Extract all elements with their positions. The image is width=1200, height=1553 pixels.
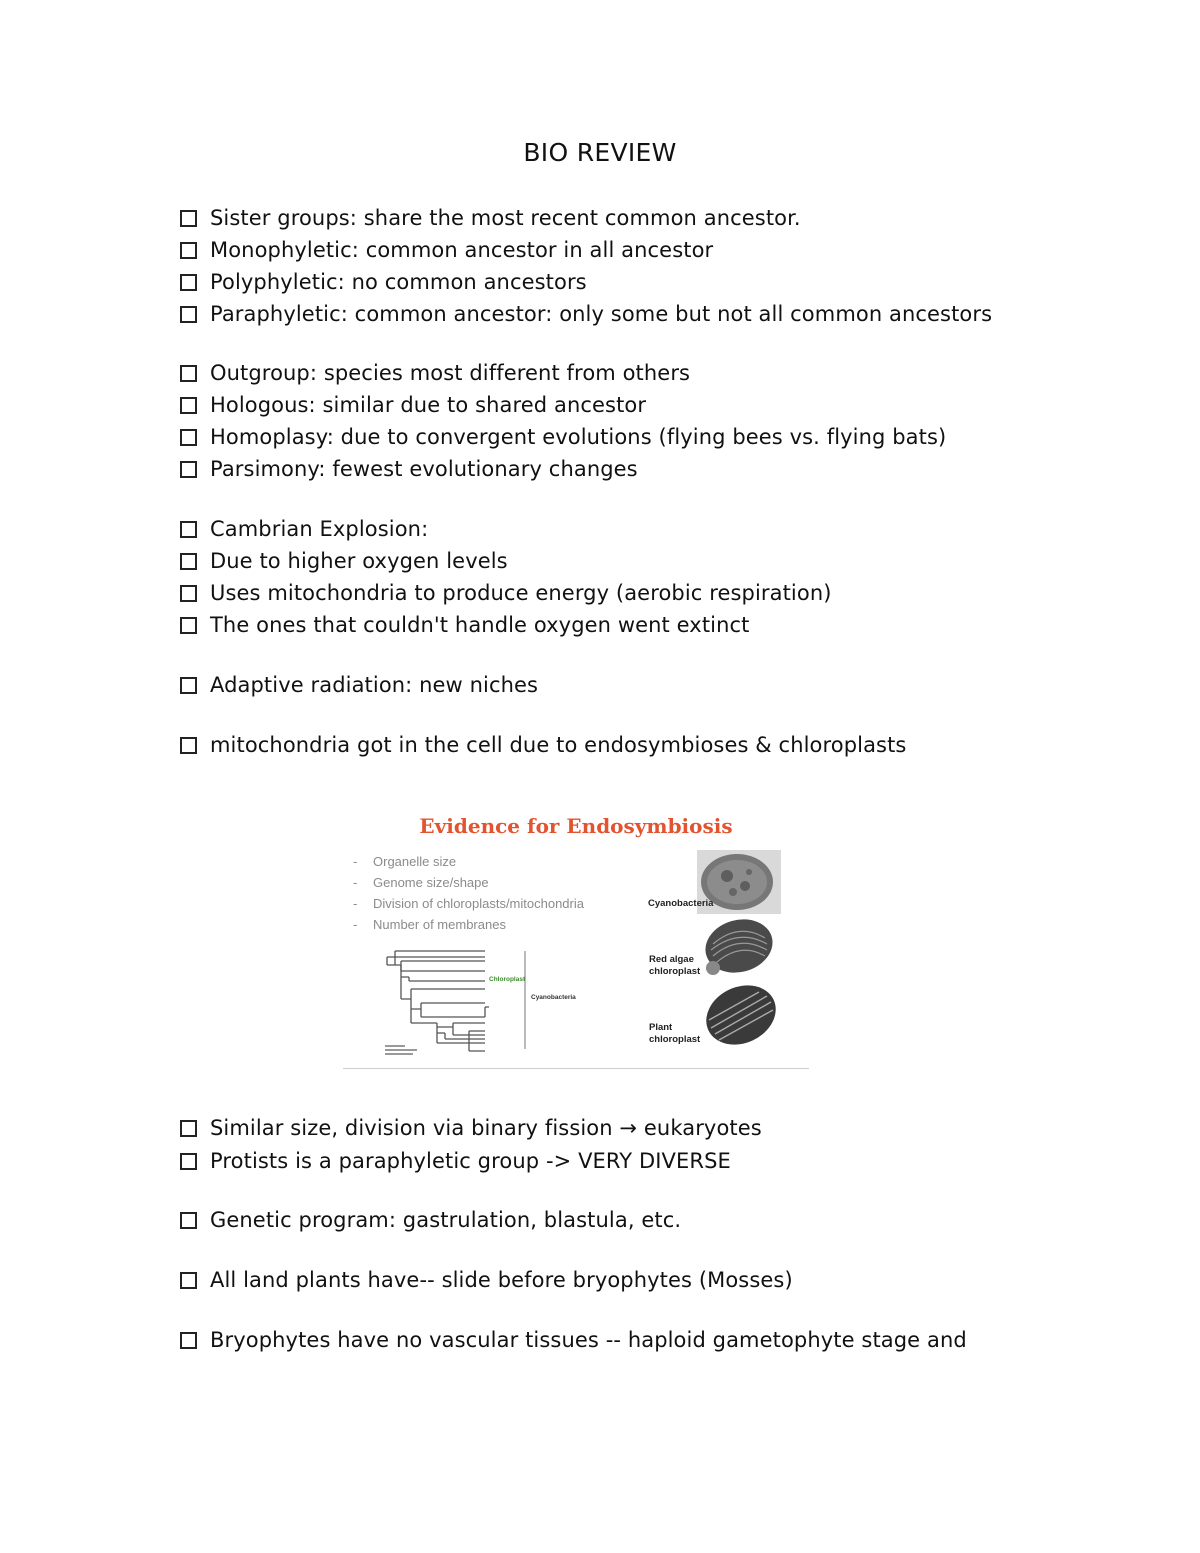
item-text: Uses mitochondria to produce energy (aerobic respiration) — [210, 581, 832, 605]
list-item — [180, 390, 646, 420]
slide-title: Evidence for Endosymbiosis — [419, 814, 733, 838]
red-algae-label — [649, 954, 700, 978]
item-text: Genetic program: gastrulation, blastula, etc. — [210, 1208, 682, 1232]
red-algae-label-line2: chloroplast — [649, 966, 701, 977]
list-item — [180, 610, 750, 640]
item-text: Paraphyletic: common ancestor: only some but not all common ancestors — [210, 302, 993, 326]
item-text: Adaptive radiation: new niches — [210, 673, 539, 697]
list-item — [180, 514, 428, 544]
list-item — [180, 358, 690, 388]
item-text: All land plants have-- slide before bryophytes (Mosses) — [210, 1268, 793, 1292]
list-item — [180, 730, 906, 760]
checkbox[interactable] — [180, 1332, 197, 1349]
list-item — [180, 1113, 762, 1143]
item-text: The ones that couldn't handle oxygen went extinct — [210, 613, 750, 637]
item-text: Outgroup: species most different from others — [210, 361, 691, 385]
item-text: Polyphyletic: no common ancestors — [210, 270, 587, 294]
list-item — [180, 422, 946, 452]
checkbox[interactable] — [180, 461, 197, 478]
slide-bullet-text: Genome size/shape — [373, 875, 489, 890]
list-item — [180, 1205, 681, 1235]
item-text: Similar size, division via binary fission → eukaryotes — [210, 1116, 762, 1140]
slide-bullet-list — [353, 854, 584, 938]
checkbox[interactable] — [180, 306, 197, 323]
endosymbiosis-slide-image — [343, 792, 809, 1069]
slide-bullet: - Organelle size — [353, 854, 584, 875]
slide-bullet-text: Number of membranes — [373, 917, 506, 932]
list-item — [180, 235, 713, 265]
checkbox[interactable] — [180, 677, 197, 694]
checkbox[interactable] — [180, 365, 197, 382]
list-item — [180, 1146, 731, 1176]
checkbox[interactable] — [180, 1272, 197, 1289]
list-item — [180, 299, 992, 329]
slide-bullet-text: Division of chloroplasts/mitochondria — [373, 896, 584, 911]
list-item — [180, 454, 638, 484]
slide-bullet: - Number of membranes — [353, 917, 584, 938]
item-text: Cambrian Explosion: — [210, 517, 429, 541]
checkbox[interactable] — [180, 737, 197, 754]
tree-label-chloroplast: Chloroplast — [489, 976, 526, 983]
item-text: mitochondria got in the cell due to endosymbioses & chloroplasts — [210, 733, 907, 757]
item-text: Monophyletic: common ancestor in all ancestor — [210, 238, 714, 262]
list-item — [180, 670, 538, 700]
item-text: Hologous: similar due to shared ancestor — [210, 393, 647, 417]
checkbox[interactable] — [180, 397, 197, 414]
list-item — [180, 546, 508, 576]
list-item — [180, 1265, 793, 1295]
slide-bullet: - Division of chloroplasts/mitochondria — [353, 896, 584, 917]
checkbox[interactable] — [180, 429, 197, 446]
tree-label-cyanobacteria: Cyanobacteria — [531, 994, 576, 1001]
item-text: Homoplasy: due to convergent evolutions (flying bees vs. flying bats) — [210, 425, 947, 449]
item-text: Protists is a paraphyletic group -> VERY DIVERSE — [210, 1149, 731, 1173]
checkbox[interactable] — [180, 553, 197, 570]
small-cell-icon — [705, 960, 721, 976]
cyanobacteria-label: Cyanobacteria — [648, 898, 714, 909]
slide-bullet-text: Organelle size — [373, 854, 457, 869]
item-text: Due to higher oxygen levels — [210, 549, 508, 573]
item-text: Bryophytes have no vascular tissues -- haploid gametophyte stage and — [210, 1328, 967, 1352]
checkbox[interactable] — [180, 1153, 197, 1170]
checkbox[interactable] — [180, 242, 197, 259]
checkbox[interactable] — [180, 617, 197, 634]
checkbox[interactable] — [180, 1120, 197, 1137]
plant-label-line2: chloroplast — [649, 1034, 701, 1045]
slide-bullet: - Genome size/shape — [353, 875, 584, 896]
item-text: Sister groups: share the most recent common ancestor. — [210, 206, 801, 230]
plant-chloroplast-micrograph — [701, 982, 781, 1048]
image-credit-text — [385, 1045, 417, 1059]
checkbox[interactable] — [180, 521, 197, 538]
plant-label-line1: Plant — [649, 1022, 673, 1033]
checkbox[interactable] — [180, 1212, 197, 1229]
plant-chloroplast-label — [649, 1022, 700, 1046]
phylogenetic-tree-diagram — [381, 947, 561, 1057]
checkbox[interactable] — [180, 585, 197, 602]
list-item — [180, 203, 801, 233]
item-text: Parsimony: fewest evolutionary changes — [210, 457, 638, 481]
page-title: BIO REVIEW — [523, 138, 677, 167]
checkbox[interactable] — [180, 274, 197, 291]
list-item — [180, 578, 832, 608]
list-item — [180, 1325, 967, 1355]
list-item — [180, 267, 587, 297]
checkbox[interactable] — [180, 210, 197, 227]
red-algae-label-line1: Red algae — [649, 954, 694, 965]
